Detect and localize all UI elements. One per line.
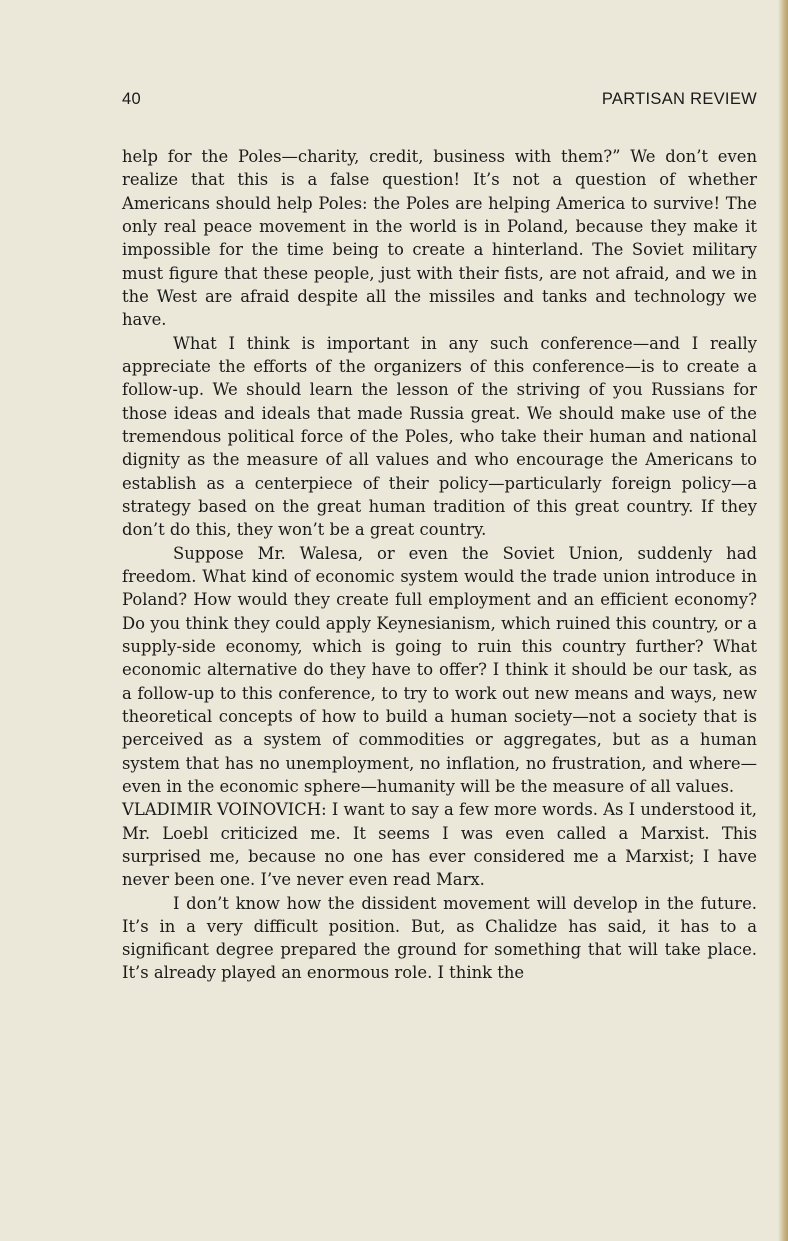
paragraph-conference-follow-up: What I think is important in any such conference—and I really appreciate the efforts of the organizers of this conference—is to create a follow-up. We should learn the lesson of the striving of you Russians for those ideas and ideals that made Russia great. We should make use of the tremendous political force of the Poles, who take their human and national dignity as the measure of all values and who encourage the Americans to establish as a centerpiece of their policy—particularly foreign policy—a strategy based on the great human tradition of this great country. If they don’t do this, they won’t be a great country. [122,333,757,540]
running-header [122,90,757,114]
paragraph-economic-system: Suppose Mr. Walesa, or even the Soviet Union, suddenly had freedom. What kind of economic system would the trade union introduce in Poland? How would they create full employment and an efficient economy? Do you think they could apply Keynesianism, which ruined this country, or a supply-side economy, which is going to ruin this country further? What economic alternative do they have to offer? I think it should be our task, as a follow-up to this conference, to try to work out new means and ways, new theoretical concepts of how to build a human society—not a society that is perceived as a system of commodities or aggregates, but as a human system that has no unemployment, no inflation, no frustration, and where—even in the economic sphere—humanity will be the measure of all values. [122,543,757,796]
body-text [122,145,757,985]
paragraph-voinovich-speech: VLADIMIR VOINOVICH: I want to say a few more words. As I understood it, Mr. Loebl criticized me. It seems I was even called a Marxist. This surprised me, because no one has ever considered me a Marxist; I have never been one. I’ve never even read Marx. [122,800,757,890]
paragraph-continued: help for the Poles—charity, credit, business with them?” We don’t even realize that this is a false question! It’s not a question of whether Americans should help Poles: the Poles are helping America to survive! The only real peace movement in the world is in Poland, because they make it impossible for the time being to create a hinterland. The Soviet military must figure that these people, just with their fists, are not afraid, and we in the West are afraid despite all the missiles and tanks and technology we have. [122,147,757,330]
page-number: 40 [122,90,141,108]
journal-title: PARTISAN REVIEW [601,90,757,108]
page-edge-shadow [778,0,788,1241]
paragraph-dissident-movement: I don’t know how the dissident movement will develop in the future. It’s in a very difficult position. But, as Chalidze has said, it has to a significant degree prepared the ground for something that will take place. It’s already played an enormous role. I think the [122,893,757,983]
